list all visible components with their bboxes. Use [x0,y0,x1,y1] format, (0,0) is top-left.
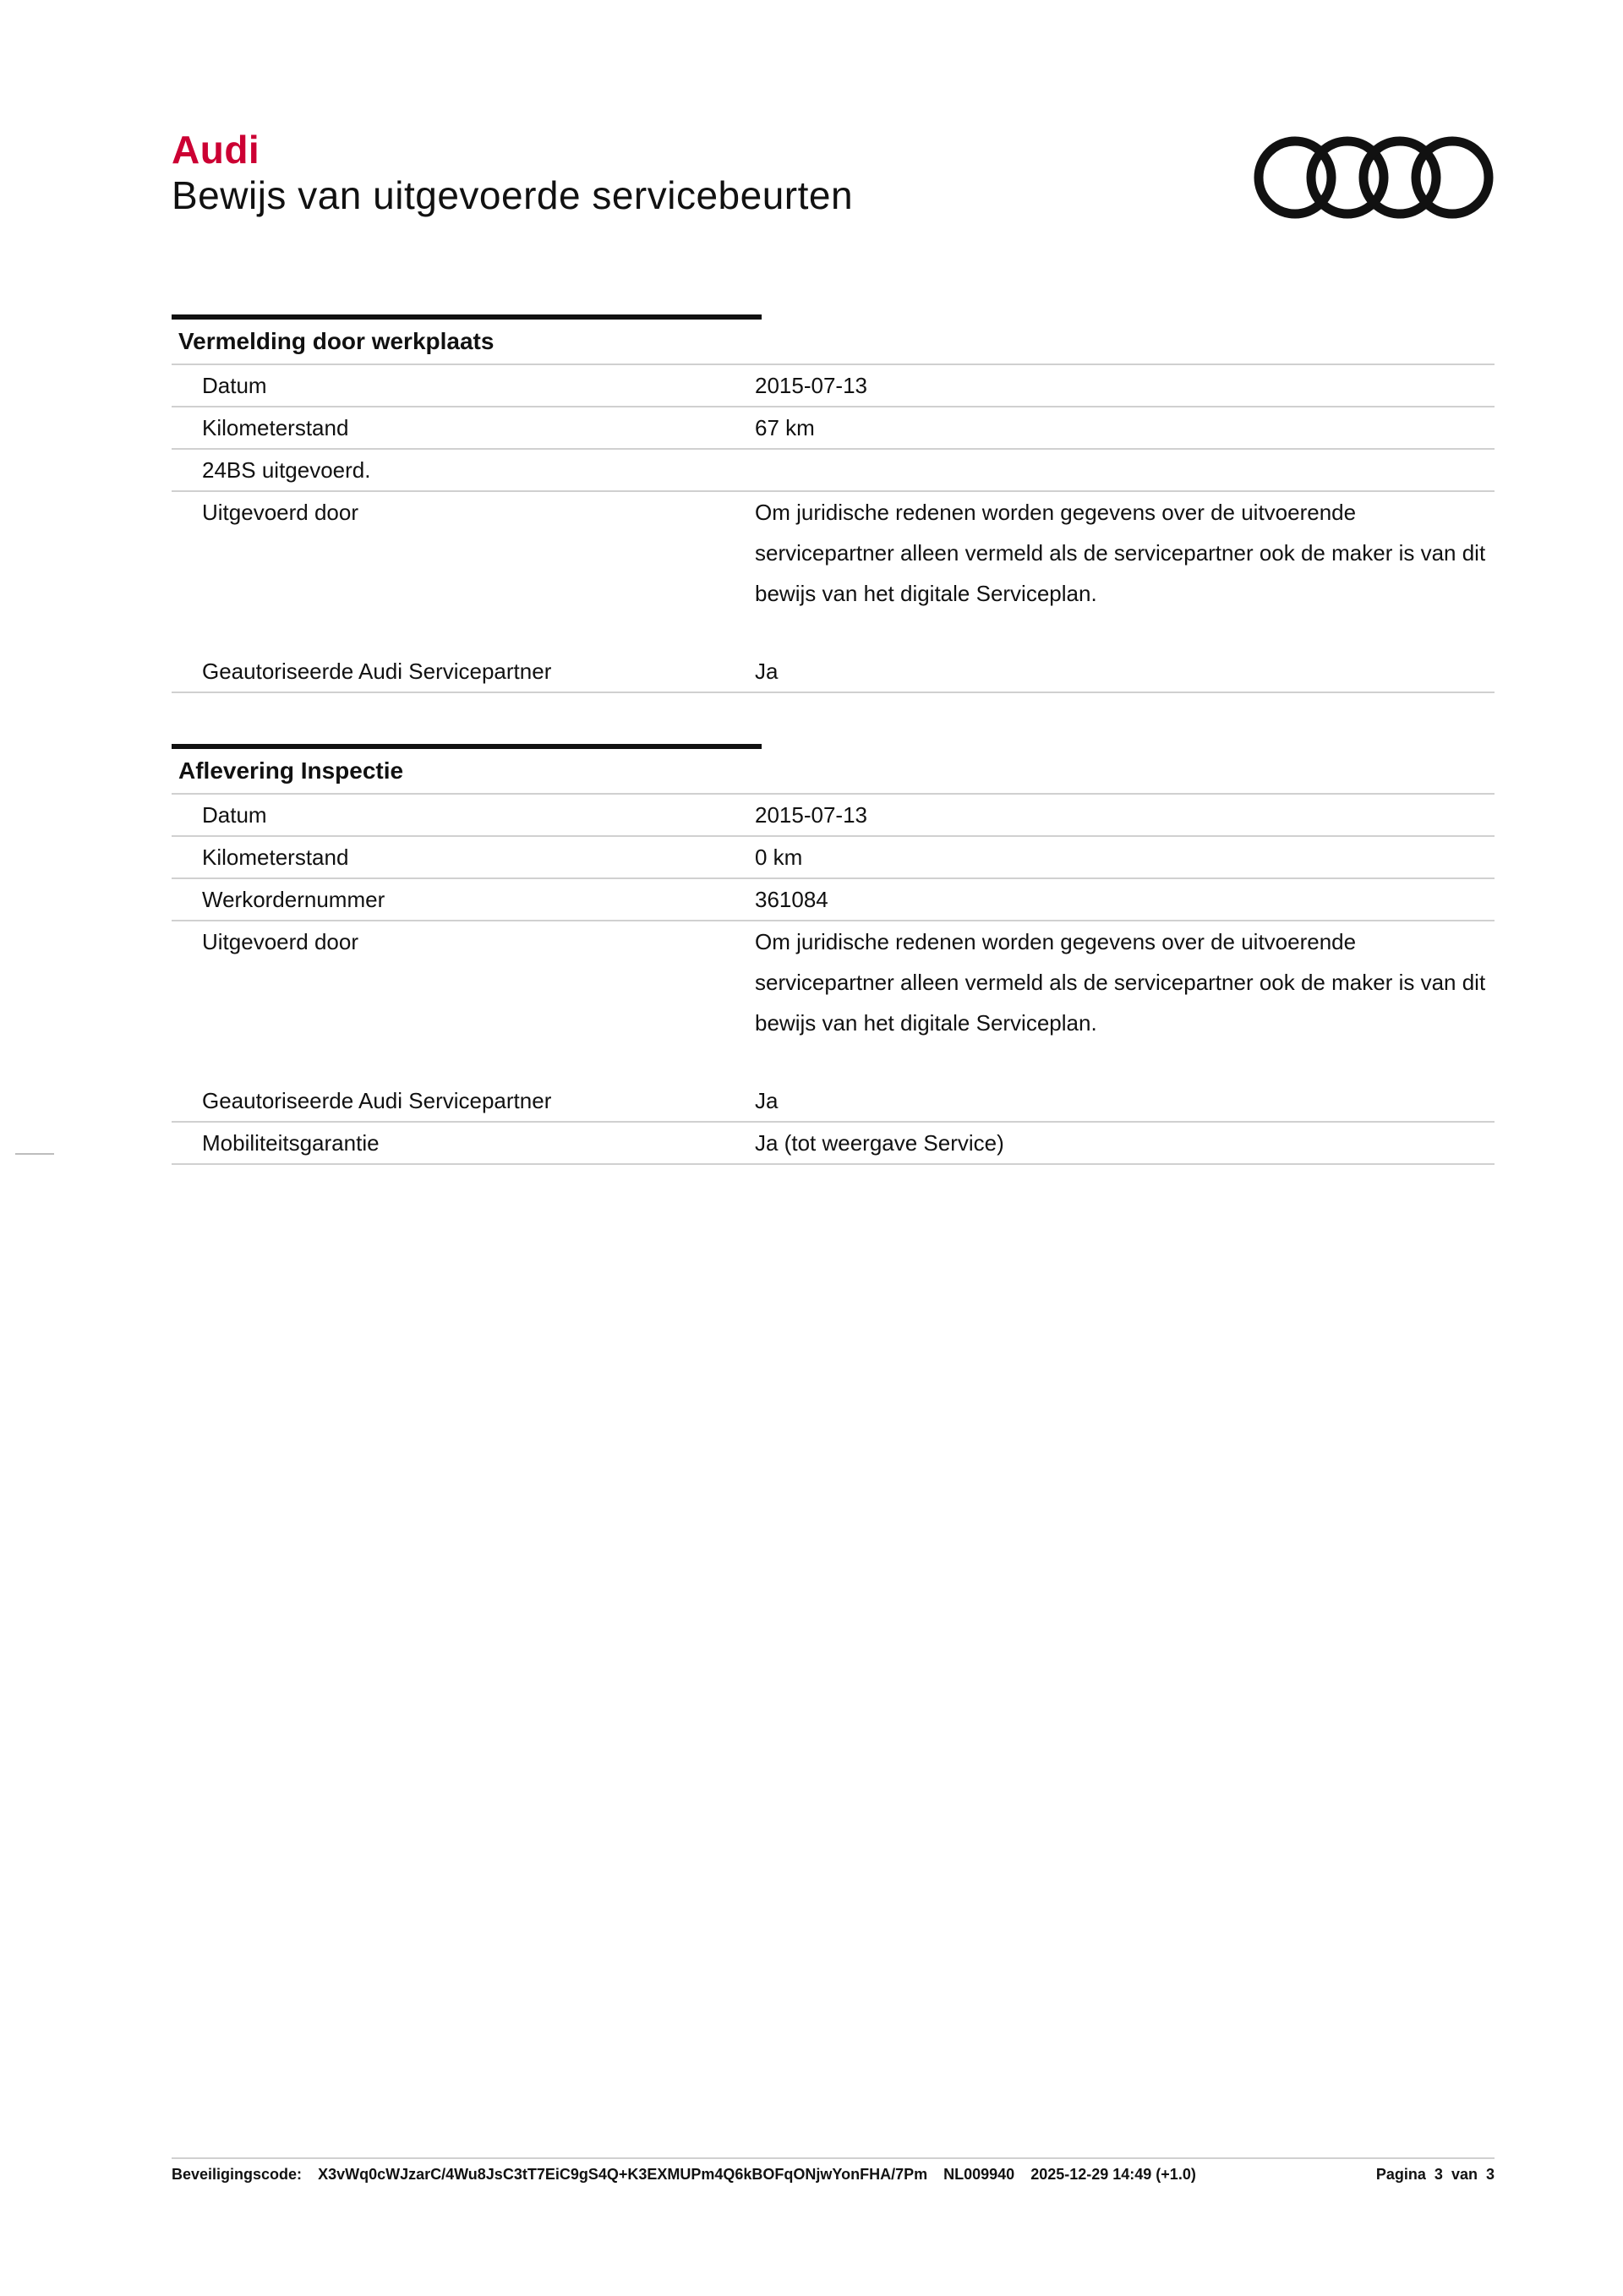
security-label: Beveiligingscode: [172,2166,303,2183]
section-aflevering [172,744,1495,1165]
row-value: Ja (tot weergave Service) [755,1130,1004,1156]
row-label: Kilometerstand [202,415,349,440]
table-row [172,877,1495,920]
table-row [172,448,1495,490]
table-row [172,793,1495,835]
timestamp: 2025-12-29 14:49 (+1.0) [1030,2166,1196,2183]
row-label: Geautoriseerde Audi Servicepartner [202,1088,552,1113]
row-label: Uitgevoerd door [202,929,358,954]
row-label: Datum [202,373,267,398]
divider [172,1163,1495,1165]
row-value: 2015-07-13 [755,802,867,828]
row-value: 0 km [755,845,803,870]
row-value: Ja [755,659,779,684]
page-sep: van [1451,2166,1478,2183]
table-row [172,364,1495,406]
table-row [172,920,1495,1080]
page-label: Pagina [1375,2166,1426,2183]
table-row [172,1121,1495,1163]
footer [172,2166,1495,2184]
table-row [172,490,1495,651]
row-label: Uitgevoerd door [202,500,358,525]
page-current: 3 [1434,2166,1443,2183]
table-row [172,1080,1495,1121]
table-row [172,651,1495,692]
dealer-code: NL009940 [943,2166,1015,2183]
row-label: Datum [202,802,267,828]
row-label: Mobiliteitsgarantie [202,1130,380,1156]
audi-rings-logo-icon [1251,132,1496,223]
row-value: 67 km [755,415,815,440]
row-value: Om juridische redenen worden gegevens over de uitvoerende servicepartner alleen vermeld als de servicepartner ook de maker is van dit bewijs van het digitale Serviceplan. [755,500,1486,606]
section-heading: Vermelding door werkplaats [172,314,762,364]
page-title: Bewijs van uitgevoerde servicebeurten [172,173,854,217]
row-label: Kilometerstand [202,845,349,870]
brand-name: Audi [172,128,260,172]
page-indicator [1376,2166,1495,2184]
row-value [755,450,1495,490]
margin-mark [15,1153,54,1155]
row-label: Werkordernummer [202,887,385,912]
footer-divider [172,2157,1495,2159]
row-value: 2015-07-13 [755,373,867,398]
row-label: Geautoriseerde Audi Servicepartner [202,659,552,684]
table-row [172,406,1495,448]
row-value: Om juridische redenen worden gegevens over de uitvoerende servicepartner alleen vermeld als de servicepartner ook de maker is van dit bewijs van het digitale Serviceplan. [755,929,1486,1036]
row-label: 24BS uitgevoerd. [202,457,371,483]
section-heading: Aflevering Inspectie [172,744,762,793]
row-value: 361084 [755,887,828,912]
footer-security [172,2166,1208,2184]
section-werkplaats [172,314,1495,693]
row-value: Ja [755,1088,779,1113]
security-code: X3vWq0cWJzarC/4Wu8JsC3tT7EiC9gS4Q+K3EXMUPm4Q6kBOFqONjwYonFHA/7Pm [318,2166,928,2183]
page-total: 3 [1485,2166,1495,2183]
table-row [172,835,1495,877]
divider [172,692,1495,693]
